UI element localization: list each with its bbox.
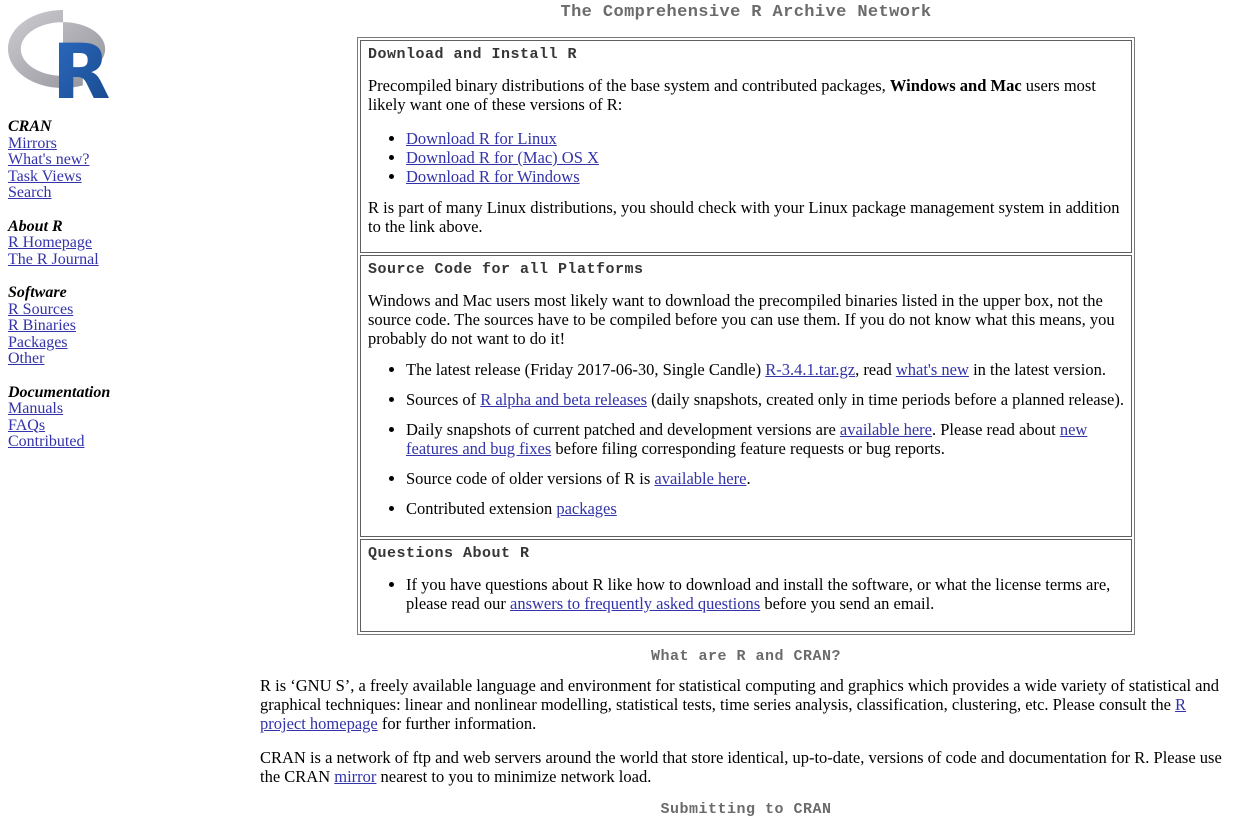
list-item <box>406 469 1124 488</box>
alpha-beta-releases-link[interactable]: R alpha and beta releases <box>480 390 647 409</box>
sidebar-link-r-homepage[interactable]: R Homepage <box>8 234 92 251</box>
source-intro: Windows and Mac users most likely want to download the precompiled binaries listed in the upper box, not the source code. The sources have to be compiled before you can use them. If you do not know what this means, you probably do not want to do it! <box>368 291 1115 348</box>
list-item <box>406 390 1124 409</box>
nav-item <box>8 252 248 269</box>
new-features-bug-fixes-link[interactable]: new features and bug fixes <box>406 420 1088 458</box>
download-r-linux-link[interactable]: Download R for Linux <box>406 129 557 148</box>
older-versions-link[interactable]: available here <box>654 469 747 488</box>
list-item <box>406 129 1124 148</box>
text-segment: Daily snapshots of current patched and development versions are <box>406 420 840 439</box>
r-logo[interactable] <box>8 8 128 101</box>
text-segment: , read <box>855 360 896 379</box>
list-item <box>406 499 1124 518</box>
questions-heading: Questions About R <box>368 545 530 562</box>
sidebar-link-r-journal[interactable]: The R Journal <box>8 250 99 268</box>
nav-item <box>8 418 248 435</box>
list-item <box>406 360 1124 379</box>
nav-item <box>8 351 248 368</box>
text-segment: Precompiled binary distributions of the base system and contributed packages, <box>368 76 890 95</box>
nav-item <box>8 434 248 451</box>
sidebar-link-r-sources[interactable]: R Sources <box>8 300 74 318</box>
source-items-list <box>368 360 1124 518</box>
text-segment: for further information. <box>377 714 537 733</box>
svg-text:R: R <box>52 27 111 101</box>
sidebar-link-r-binaries[interactable]: R Binaries <box>8 317 76 334</box>
nav-item <box>8 401 248 418</box>
sidebar-heading-software: Software <box>8 284 67 301</box>
text-segment: (daily snapshots, created only in time periods before a planned release). <box>647 390 1124 409</box>
source-box <box>360 255 1132 537</box>
sidebar <box>0 0 252 697</box>
sidebar-link-contributed[interactable]: Contributed <box>8 433 85 450</box>
list-item <box>406 167 1124 186</box>
download-r-windows-link[interactable]: Download R for Windows <box>406 167 580 186</box>
sidebar-heading-about-r: About R <box>8 217 63 235</box>
content-boxes <box>357 37 1135 635</box>
sidebar-link-task-views[interactable]: Task Views <box>8 167 82 185</box>
text-segment: in the latest version. <box>968 360 1106 379</box>
text-segment: R is ‘GNU S’, a freely available language and environment for statistical computing and graphics which provides a wide variety of statistical and graphical techniques: linear and nonlinear modelling, statistical tests, time series analysis, classification, clustering, etc. Please consult the <box>260 676 1220 714</box>
sidebar-section-software <box>8 285 248 368</box>
list-item <box>406 148 1124 167</box>
sidebar-link-search[interactable]: Search <box>8 184 52 201</box>
list-item <box>406 575 1124 613</box>
questions-list <box>368 575 1124 613</box>
download-r-mac-link[interactable]: Download R for (Mac) OS X <box>406 148 599 167</box>
nav-item <box>8 136 248 153</box>
sidebar-link-mirrors[interactable]: Mirrors <box>8 134 57 152</box>
text-segment: Source code of older versions of R is <box>406 469 655 488</box>
text-segment: Contributed extension <box>406 499 557 518</box>
sidebar-section-about-r <box>8 219 248 269</box>
nav-item <box>8 318 248 335</box>
text-segment: . <box>746 469 751 488</box>
sidebar-section-cran <box>8 119 248 202</box>
faq-link[interactable]: answers to frequently asked questions <box>510 594 761 613</box>
r-project-homepage-link[interactable]: R project homepage <box>260 695 1187 733</box>
nav-item <box>8 235 248 252</box>
text-segment: CRAN is a network of ftp and web servers around the world that store identical, up-to-date, versions of code and documentation for R. Please use the CRAN <box>260 748 1222 786</box>
sidebar-link-whats-new[interactable]: What's new? <box>8 151 90 168</box>
sidebar-link-faqs[interactable]: FAQs <box>8 416 46 434</box>
sidebar-link-packages[interactable]: Packages <box>8 333 68 351</box>
daily-snapshots-link[interactable]: available here <box>839 420 932 439</box>
text-segment: . Please read about <box>932 420 1060 439</box>
text-segment: The latest release (Friday 2017-06-30, Single Candle) <box>406 360 766 379</box>
download-links-list <box>368 129 1124 186</box>
download-intro <box>368 76 1124 114</box>
submitting-heading: Submitting to CRAN <box>660 801 832 818</box>
sidebar-heading-cran: CRAN <box>8 118 52 135</box>
text-segment: before you send an email. <box>760 594 935 613</box>
nav-item <box>8 185 248 202</box>
download-heading: Download and Install R <box>368 46 578 63</box>
source-heading: Source Code for all Platforms <box>368 261 644 278</box>
text-segment: before filing corresponding feature requests or bug reports. <box>551 439 945 458</box>
nav-item <box>8 169 248 186</box>
cran-network-paragraph <box>260 748 1232 786</box>
what-are-heading: What are R and CRAN? <box>650 648 842 665</box>
download-box <box>360 40 1132 253</box>
text-segment: users most likely want one of these versions of R: <box>368 76 1096 114</box>
list-item <box>406 420 1124 458</box>
text-segment: Windows and Mac <box>889 76 1022 95</box>
sidebar-link-manuals[interactable]: Manuals <box>8 400 64 417</box>
latest-release-tarball-link[interactable]: R-3.4.1.tar.gz <box>765 360 856 379</box>
page-title: The Comprehensive R Archive Network <box>560 3 932 22</box>
r-logo-icon <box>8 8 128 101</box>
mirror-link[interactable]: mirror <box>334 767 377 786</box>
nav-item <box>8 302 248 319</box>
sidebar-section-documentation <box>8 385 248 451</box>
sidebar-link-other[interactable]: Other <box>8 350 45 367</box>
questions-box <box>360 539 1132 632</box>
what-are-paragraph <box>260 676 1232 733</box>
nav-item <box>8 335 248 352</box>
packages-link[interactable]: packages <box>556 499 617 518</box>
whats-new-link[interactable]: what's new <box>895 360 969 379</box>
nav-item <box>8 152 248 169</box>
text-segment: nearest to you to minimize network load. <box>376 767 652 786</box>
sidebar-heading-documentation: Documentation <box>8 383 111 401</box>
text-segment: Sources of <box>406 390 481 409</box>
main-content <box>252 0 1240 818</box>
text-segment: If you have questions about R like how to download and install the software, or what the license terms are, please read our <box>406 575 1111 613</box>
download-footer: R is part of many Linux distributions, you should check with your Linux package management system in addition to the link above. <box>368 198 1120 236</box>
